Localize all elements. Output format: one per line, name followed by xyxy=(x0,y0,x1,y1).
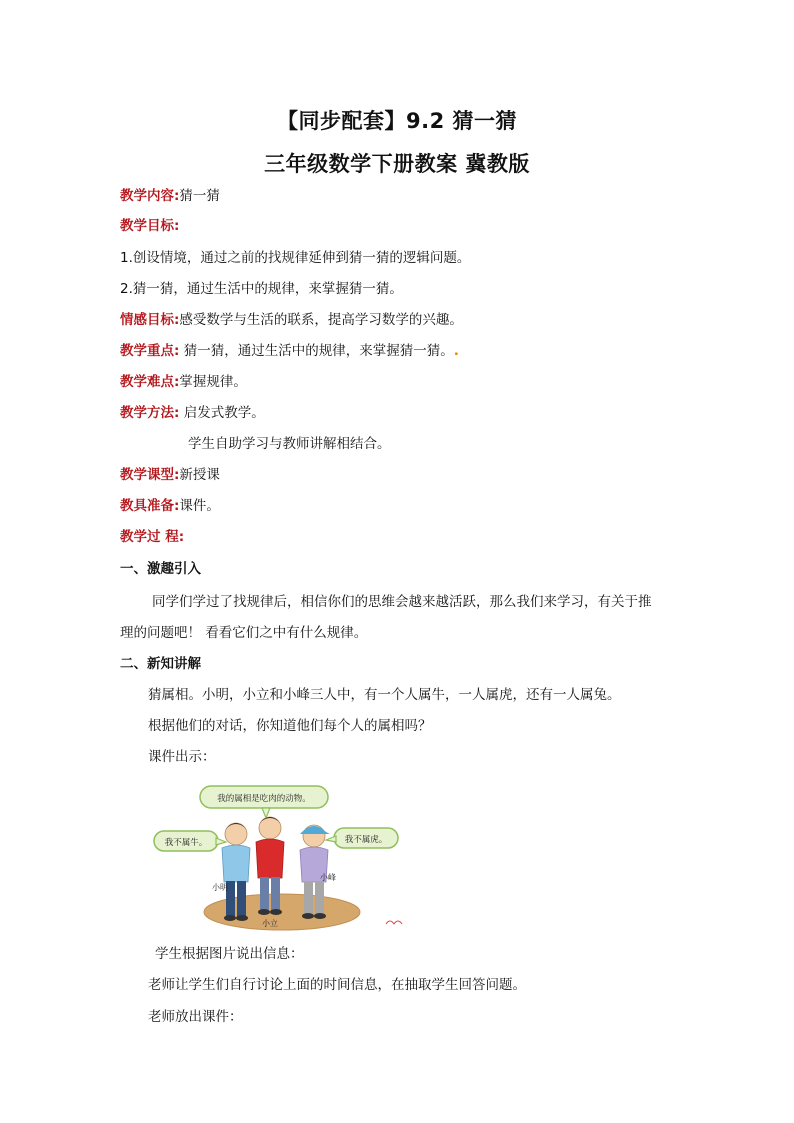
zodiac-dialogue-illustration xyxy=(150,778,410,933)
focus-value: 猜一猜，通过生活中的规律，来掌握猜一猜。 xyxy=(179,343,454,359)
lesson-type-value: 新授课 xyxy=(179,467,220,483)
method-value: 启发式教学。 xyxy=(179,405,265,421)
method-extra: 学生自助学习与教师讲解相结合。 xyxy=(188,436,391,452)
emotion-value: 感受数学与生活的联系，提高学习数学的兴趣。 xyxy=(179,312,463,328)
content-value: 猜一猜 xyxy=(179,188,220,204)
focus-label: 教学重点: xyxy=(120,343,180,359)
section-1-para-line-2: 理的问题吧！ 看看它们之中有什么规律。 xyxy=(120,625,368,641)
focus-row xyxy=(120,341,459,361)
process-row xyxy=(120,527,184,547)
speech-bubble-right-tail xyxy=(326,836,336,842)
decorative-squiggle-icon xyxy=(386,921,402,924)
speech-bubble-top-tail xyxy=(262,808,270,818)
difficulty-row xyxy=(120,372,247,392)
lesson-type-row xyxy=(120,465,220,485)
name-label-xiaoming: 小明 xyxy=(212,883,228,892)
goals-row xyxy=(120,216,179,236)
tools-label: 教具准备: xyxy=(120,498,180,514)
speech-bubble-left-tail xyxy=(216,838,226,845)
tools-value: 课件。 xyxy=(179,498,220,514)
section-2-line-4: 学生根据图片说出信息： xyxy=(155,946,304,962)
title-line-1: 【同步配套】9.2 猜一猜 xyxy=(276,109,517,133)
section-2-line-6: 老师放出课件： xyxy=(148,1009,243,1025)
difficulty-label: 教学难点: xyxy=(120,374,180,390)
content-label: 教学内容: xyxy=(120,188,180,204)
section-2-line-5: 老师让学生们自行讨论上面的时间信息，在抽取学生回答问题。 xyxy=(148,977,526,993)
speech-bubble-right-text: 我不属虎。 xyxy=(344,835,388,845)
focus-mark: . xyxy=(453,343,459,359)
method-label: 教学方法: xyxy=(120,405,180,421)
name-label-xiaofeng: 小峰 xyxy=(320,873,336,882)
tools-row xyxy=(120,496,220,516)
speech-bubble-top-text: 我的属相是吃肉的动物。 xyxy=(217,794,311,804)
section-2-heading: 二、新知讲解 xyxy=(120,656,201,672)
emotion-label: 情感目标: xyxy=(120,312,180,328)
goal-item-1: 1.创设情境，通过之前的找规律延伸到猜一猜的逻辑问题。 xyxy=(120,250,471,266)
emotion-row xyxy=(120,310,463,330)
title-line-2: 三年级数学下册教案 冀教版 xyxy=(264,152,530,176)
section-2-line-1: 猜属相。小明，小立和小峰三人中，有一个人属牛，一人属虎，还有一人属兔。 xyxy=(148,687,621,703)
section-2-line-3: 课件出示： xyxy=(148,749,216,765)
lesson-type-label: 教学课型: xyxy=(120,467,180,483)
process-label: 教学过 程: xyxy=(120,529,185,545)
speech-bubble-left-text: 我不属牛。 xyxy=(164,838,208,848)
method-row xyxy=(120,403,265,423)
section-2-line-2: 根据他们的对话，你知道他们每个人的属相吗？ xyxy=(148,718,432,734)
section-1-heading: 一、激趣引入 xyxy=(120,561,201,577)
goal-item-2: 2.猜一猜，通过生活中的规律，来掌握猜一猜。 xyxy=(120,281,403,297)
section-1-para-line-1: 同学们学过了找规律后，相信你们的思维会越来越活跃，那么我们来学习，有关于推 xyxy=(152,594,652,610)
difficulty-value: 掌握规律。 xyxy=(179,374,247,390)
goals-label: 教学目标: xyxy=(120,218,180,234)
name-label-xiaoli: 小立 xyxy=(262,919,278,928)
content-row xyxy=(120,186,220,206)
